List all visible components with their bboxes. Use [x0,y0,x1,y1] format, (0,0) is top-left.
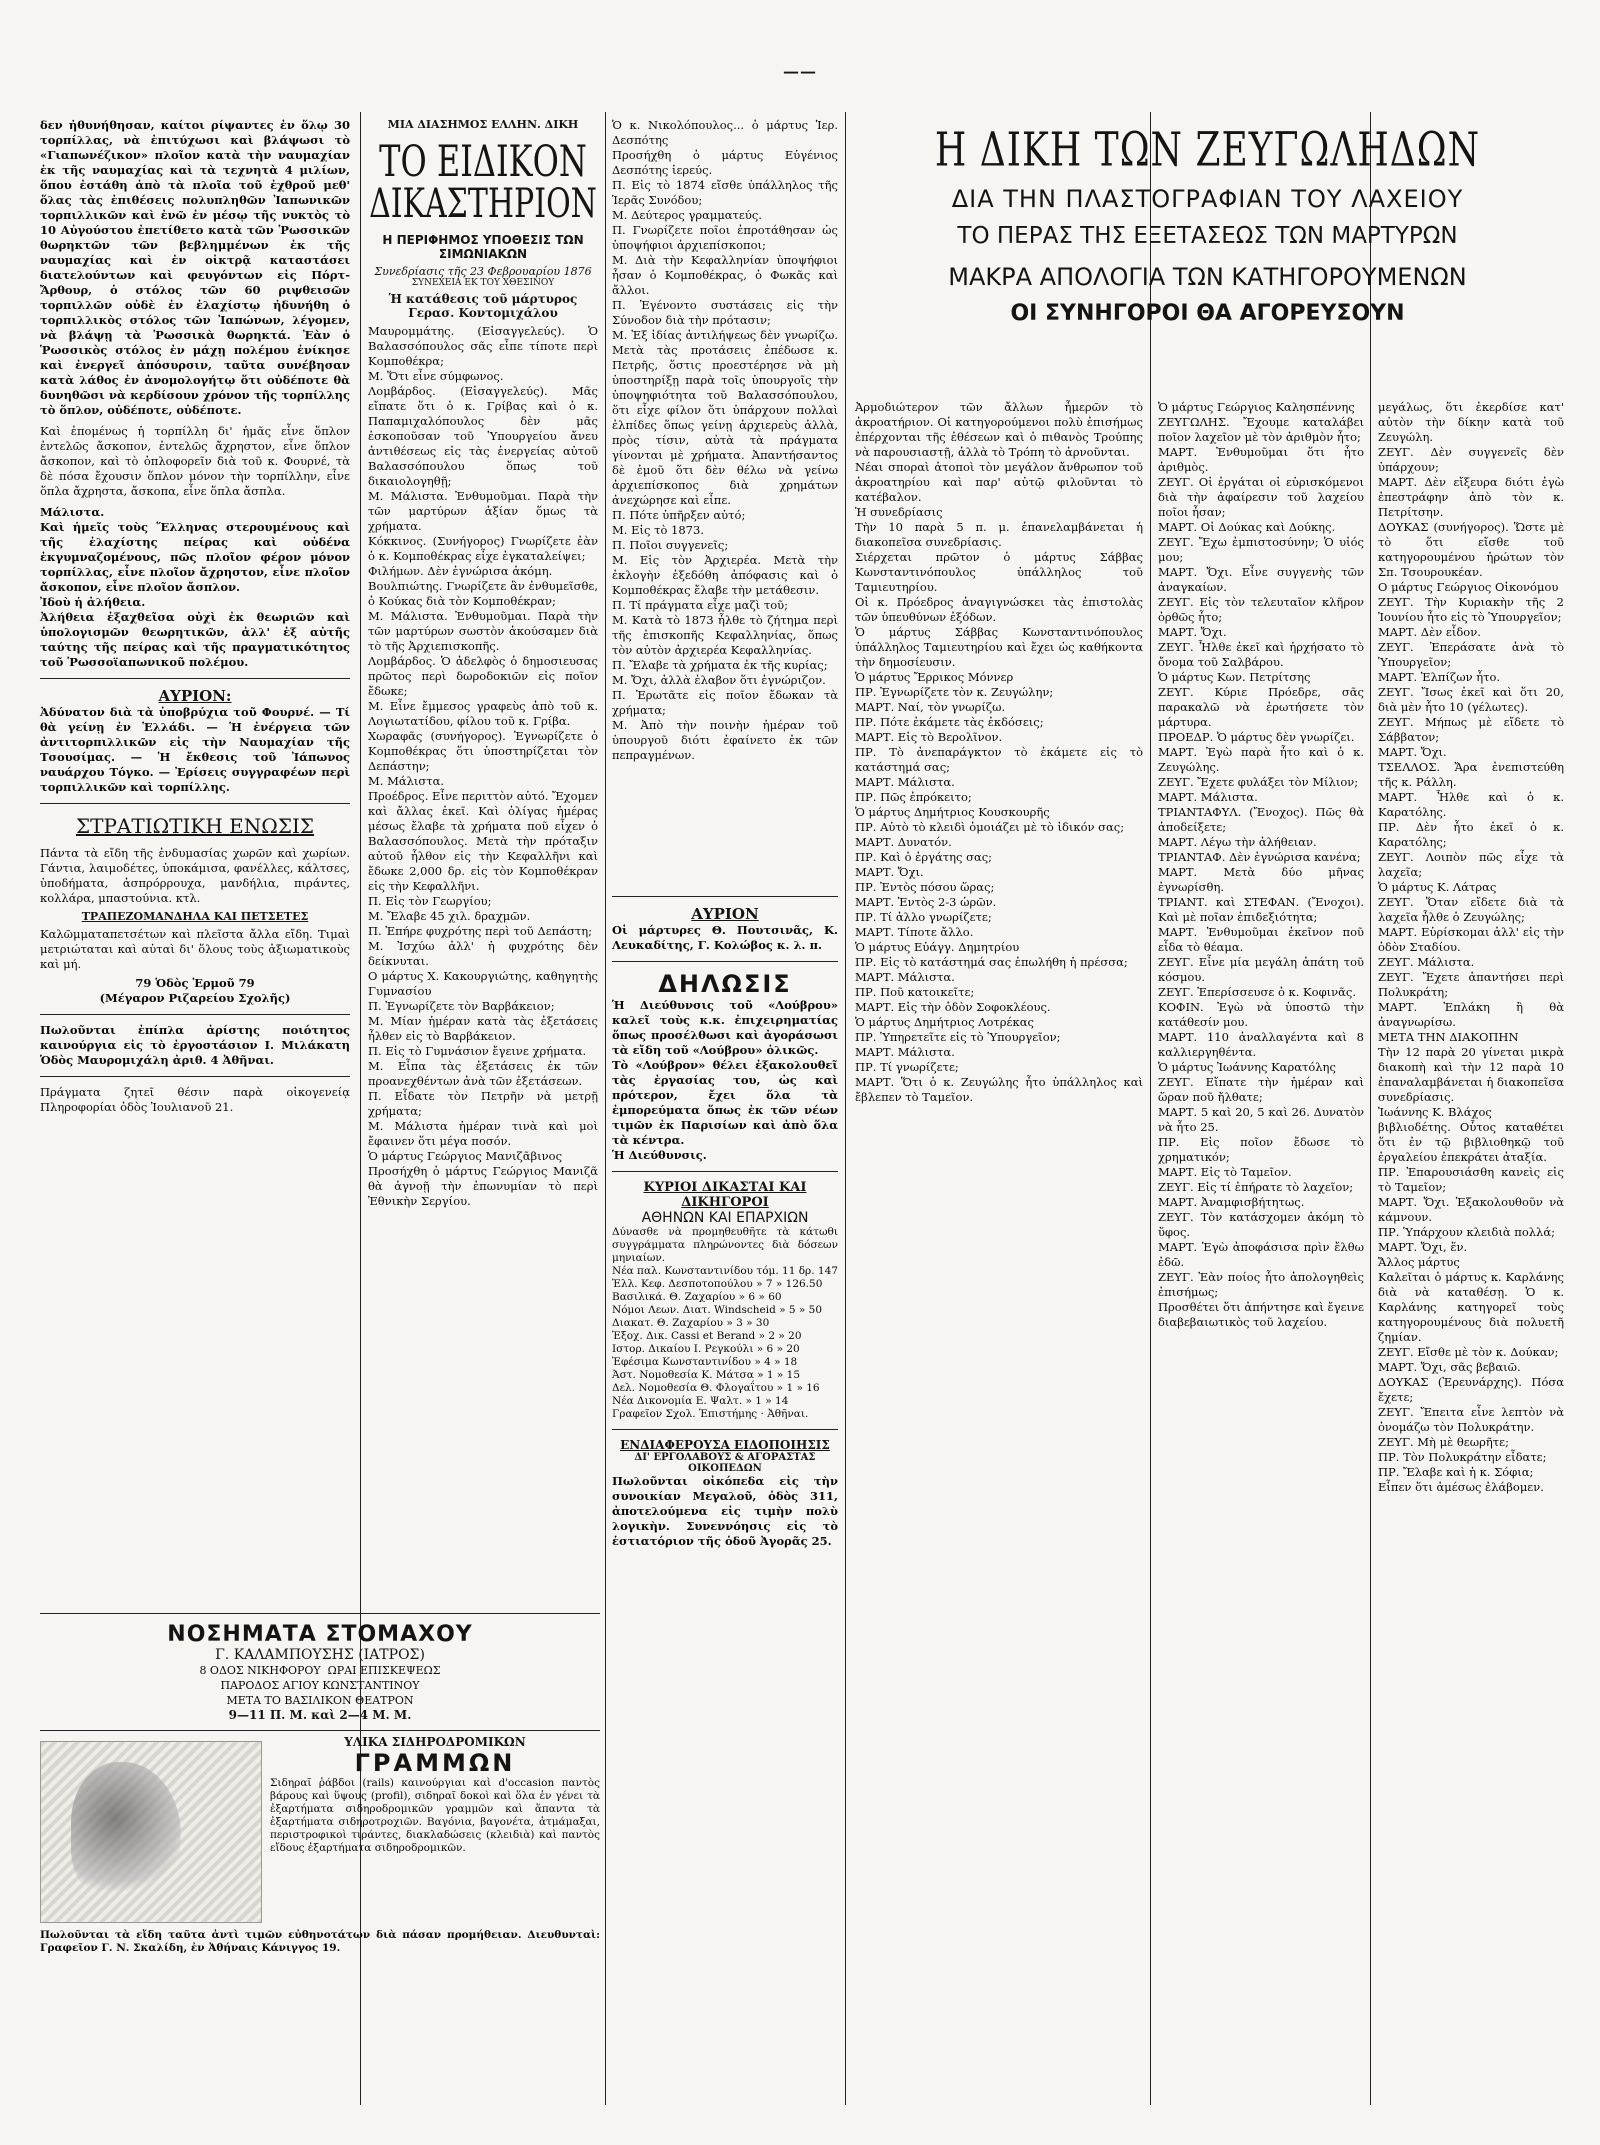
furniture-note: Πωλοῦνται ἐπίπλα ἀρίστης ποιότητος καινούργια εἰς τὸ ἐργοστάσιον Ι. Μιλάκατη Ὁδὸς Μαυρομιχάλη ἀριθ. 4 Ἀθῆναι. [40,1023,355,1067]
rail-footer: Πωλοῦνται τὰ εἴδη ταῦτα ἀντὶ τιμῶν εὐθηνοτάτων διὰ πάσαν προμήθειαν. Διευθυνταὶ: Γραφεῖον Γ. Ν. Σκαλίδη, ἐν Ἀθήναις Κάνιγγος 19. [40,1929,604,1954]
column-rule [605,112,606,2105]
rail-title: ΓΡΑΜΜΩΝ [354,1749,516,1777]
continuation-note: ΣΥΝΕΧΕΙΑ ΕΚ ΤΟΥ ΧΘΕΣΙΝΟΥ [411,278,555,288]
main-deck: ΟΙ ΣΥΝΗΓΟΡΟΙ ΘΑ ΑΓΟΡΕΥΣΟΥΝ [1010,301,1405,326]
main-deck: ΤΟ ΠΕΡΑΣ ΤΗΣ ΕΞΕΤΑΣΕΩΣ ΤΩΝ ΜΑΡΤΥΡΩΝ [957,223,1458,249]
wanted-note: Πράγματα ζητεῖ θέσιν παρὰ οἰκογενείᾳ Πληροφορίαι ὁδὸς Ἰουλιανοῦ 21. [40,1085,354,1114]
stomach-title: ΝΟΣΗΜΑΤΑ ΣΤΟΜΑΧΟΥ [167,1622,473,1647]
article-text: Καὶ ἐπομένως ἡ τορπίλλη δι' ἡμᾶς εἶνε ὅπλον ἐντελῶς ἄσκοπον, ἐντελῶς ἄχρηστον, εἶνε ὅπλον ἄσκοπον, καὶ τὸ ὁπλοφορεῖν διὰ τοῦ κ. Φουρνέ, τὰ δὲ πόσα ἔχουσιν ὅπλον μόνον τὴν τορπίλλην, εἶνε ὅπλα ἄχρηστα, ἄσκοπα, εἶνε ὅπλα ἄσπλα. [40,424,354,498]
military-address: 79 Ὁδὸς Ἑρμοῦ 79 (Μέγαρον Ριζαρείου Σχολῆς) [99,976,291,1005]
ads-title: ΕΝΔΙΑΦΕΡΟΥΣΑ ΕΙΔΟΠΟΙΗΣΙΣ [620,1438,830,1452]
article-title: ΤΟ ΕΙΔΙΚΟΝ [379,135,587,187]
lawyers-subtitle: ΑΘΗΝΩΝ ΚΑΙ ΕΠΑΡΧΙΩΝ [641,1210,809,1226]
avrion-text: Οἱ μάρτυρες Θ. Πουτσινᾶς, Κ. Λευκαδίτης, Γ. Κολώβος κ. λ. π. [612,923,843,952]
declarations-title: ΔΗΛΩΣΙΣ [658,970,792,998]
section-rule [40,803,350,804]
rail-text: Σιδηραῖ ῥάβδοι (rails) καινούργιαι καὶ d'occasion παντὸς βάρους καὶ ὕψους (profil), σιδηραῖ δοκοὶ καὶ ὅλα ἐν γένει τὰ ἐξαρτήματα σιδηροδρομικῶν γραμμῶν καὶ ἅπαντα τὰ ἐξαρτήματα σιδηροτροχιῶν. Βαγόνια, βαγονέτα, ἀτμάμαξαι, περιστροφικοὶ τιράντες, διακλαδώσεις (κλειδιὰ) καὶ παντὸς εἴδους ἐξαρτήματα σιδηροδρομικῶν. [270,1777,604,1854]
military-subtitle: ΤΡΑΠΕΖΟΜΑΝΔΗΛΑ ΚΑΙ ΠΕΤΣΕΤΕΣ [81,910,309,923]
stomach-doctor: Γ. ΚΑΛΑΜΠΟΥΣΗΣ (ΙΑΤΡΟΣ) [215,1647,425,1663]
avrion-text: Ἀδύνατον διὰ τὰ ὑποβρύχια τοῦ Φουρνέ. — Τί θὰ γείνῃ ἐν Ἑλλάδι. — Ἡ ἐνέργεια τῶν ἀντιτορπιλλικῶν εἰς τὴν Ναυμαχίαν τῆς Τσουσίμας. — Ἡ ἔκθεσις τοῦ Ἰάπωνος ναυάρχου Τόγκο. — Ἐρίσεις συγγραφέων περὶ τορπιλλικῶν καὶ τορπίλλης. [40,705,355,794]
rail-illustration [40,1741,262,1923]
military-text: Πάντα τὰ εἴδη τῆς ἐνδυμασίας χωρῶν καὶ χωρίων. Γάντια, λαιμοδέτες, ὑποκάμισα, φανέλλες, κάλτσες, ὑποδήματα, ἀσπρόρρουχα, μανδήλια, πιράντες, κολλάρα, μπαστούνια. κτλ. [40,846,354,905]
article-subtitle: Η ΠΕΡΙΦΗΜΟΣ ΥΠΟΘΕΣΙΣ ΤΩΝ ΣΙΜΩΝΙΑΚΩΝ [382,233,584,261]
ads-subtitle: ΔΙ' ΕΡΓΟΛΑΒΟΥΣ & ΑΓΟΡΑΣΤΑΣ ΟΙΚΟΠΕΔΩΝ [634,1452,816,1474]
section-rule [40,1014,350,1015]
article-text: Ὁ μάρτυς Γεώργιος Καλησπέννης ΖΕΥΓΩΛΗΣ. Ἔχουμε καταλάβει ποῖον λαχεῖον μὲ τὸν ἀριθμὸν ἦτο; ΜΑΡΤ. Ἐνθυμοῦμαι ὅτι ἦτο ἀριθμὸς. ΖΕΥΓ. Οἱ ἐργάται οἱ εὑρισκόμενοι διὰ τὴν ἀφαίρεσιν τοῦ λαχείου ποῖοι ἦσαν; ΜΑΡΤ. Οἱ Δούκας καὶ Δούκης. ΖΕΥΓ. Ἔχω ἐμπιστοσύνην; Ὁ υἱός μου; ΜΑΡΤ. Ὄχι. Εἶνε συγγενὴς τῶν ἀναγκαίων. ΖΕΥΓ. Εἰς τὸν τελευταῖον κλῆρον ὀρθῶς ἦτο; ΜΑΡΤ. Ὄχι. ΖΕΥΓ. Ἦλθε ἐκεῖ καὶ ἠρχήσατο τὸ ὄνομα τοῦ Σαλβάρου. Ὁ μάρτυς Κων. Πετρίτσης ΖΕΥΓ. Κύριε Πρόεδρε, σᾶς παρακαλῶ νὰ ἐρωτήσετε τὸν μάρτυρα. ΠΡΟΕΔΡ. Ὁ μάρτυς δὲν γνωρίζει. ΜΑΡΤ. Ἐγὼ παρὰ ἦτο καὶ ὁ κ. Ζευγώλης. ΖΕΥΓ. Ἔχετε φυλάξει τὸν Μίλιον; ΜΑΡΤ. Μάλιστα. ΤΡΙΑΝΤΑΦΥΛ. (Ἔνοχος). Πῶς θὰ ἀποδείξετε; ΜΑΡΤ. Λέγω τὴν ἀλήθειαν. ΤΡΙΑΝΤΑΦ. Δὲν ἐγνώρισα κανένα; ΜΑΡΤ. Μετὰ δύο μῆνας ἐγνωρίσθη. ΤΡΙΑΝΤ. καὶ ΣΤΕΦΑΝ. (Ἔνοχοι). Καὶ μὲ ποῖαν ἐπιδεξιότητα; ΜΑΡΤ. Ἐνθυμοῦμαι ἐκεῖνον ποῦ εἶδα τὸ θέαμα. ΖΕΥΓ. Εἶνε μία μεγάλη ἀπάτη τοῦ κόσμου. ΖΕΥΓ. Ἐπερίσσευσε ὁ κ. Κοφινᾶς. ΚΟΦΙΝ. Ἐγὼ νὰ ὑποστῶ τὴν κατάθεσίν μου. ΜΑΡΤ. 110 ἀναλλαγέντα καὶ 8 καλλιεργηθέντα. Ὁ μάρτυς Ἰωάννης Καρατόλης ΖΕΥΓ. Εἴπατε τὴν ἡμέραν καὶ ὥραν ποῦ ἤλθατε; ΜΑΡΤ. 5 καὶ 20, 5 καὶ 26. Δυνατὸν νὰ ἦτο 25. ΠΡ. Εἰς ποῖον ἔδωσε τὸ χρηματικόν; ΜΑΡΤ. Εἰς τὸ Ταμεῖον. ΖΕΥΓ. Εἰς τί ἐπήρατε τὸ λαχεῖον; ΜΑΡΤ. Ἀναμφισβήτητως. ΖΕΥΓ. Τὸν κατάσχομεν ἀκόμη τὸ ὕφος. ΜΑΡΤ. Ἐγὼ ἀποφάσισα πρὶν ἔλθω ἐδῶ. ΖΕΥΓ. Ἐὰν ποίος ἦτο ἀπολογηθεὶς ἐπισήμως; Προσθέτει ὅτι ἀπήντησε καὶ ἔγεινε διαβεβαιωτικὸς τοῦ λαχείου. [1158,400,1364,1329]
military-text: Καλῶμματαπετσέτων καὶ πλεῖστα ἄλλα εἴδη. Τιμαὶ μετριώταται καὶ αὐταὶ δι' ὅλους τοὺς ἀξιωματικοὺς καὶ μή. [40,927,354,971]
ads-text: Πωλοῦνται οἰκόπεδα εἰς τὴν συνοικίαν Μεγαλοῦ, ὁδὸς 311, ἀποτελούμενα εἰς τιμὴν πολὺ λογικὴν. Συνεννόησις εἰς τὸ ἑστιατόριον τῆς ὁδοῦ Ἀγορᾶς 25. [612,1474,843,1548]
main-deck: ΔΙΑ ΤΗΝ ΠΛΑΣΤΟΓΡΑΦΙΑΝ ΤΟΥ ΛΑΧΕΙΟΥ [951,185,1464,213]
section-rule [612,1171,838,1172]
rail-header: ΥΛΙΚΑ ΣΙΔΗΡΟΔΡΟΜΙΚΩΝ [344,1735,526,1749]
article-text: δεν ἠθυνήθησαν, καίτοι ρίψαντες ἐν ὅλῳ 30 τορπίλλας, νὰ ἐπιτύχωσι καὶ βλάψωσι τὸ «Γιαπωνέζικον» πλοῖον κατὰ τὴν ναυμαχίαν ἐκ τῆς ναυμαχίας καὶ τὰ τεχνητὰ 4 μιλίων, ὅπου ἐστάθη ἀπὸ τὰ πλοῖα τοῦ ἐχθροῦ μεθ' ὅλας τὰς ἐπιθέσεις πολυπληθῶν Ἰαπωνικῶν τορπιλλικῶν καὶ ἐνῶ ἐν μέσῳ τῆς νυκτὸς τὸ 10 Αὐγούστου ἐπετίθετο κατὰ τῶν Ῥωσσικῶν θωρηκτῶν τῶν βεβλημμένων ἐκ τῆς ναυμαχίας καὶ ἐν οἰκτρᾷ καταστάσει διατελούντων καὶ φευγόντων εἰς Πόρτ-Ἄρθουρ, ὁ στόλος τῶν 60 ριψθεισῶν τορπιλλῶν οὐδὲ ἐν ἐλαχίστῳ ἠδυνήθη ὁ τορπιλλικὸς στόλος τῶν Ἰαπώνων, λέγομεν, νὰ βλάψῃ τὰ Ῥωσσικὰ θωρηκτά. Ἐὰν ὁ Ῥωσσικὸς στόλος ἐν μάχῃ πολέμου ἐνίκησε καὶ ἐνεργεῖ ἀπόσυρσιν, ταῦτα συνέβησαν κατὰ λάθος ἐν ἀνομολογήτῳ ὅτι οὐδέποτε θὰ δυνηθῶσι νὰ κερδίσουν χρόνον τῆς τορπίλλης τὸ ὅπλον, οὐδέποτε, οὐδέποτε. [40,118,355,417]
masthead-rule: —— [783,62,817,81]
stomach-hours: 9—11 Π. Μ. καὶ 2—4 Μ. Μ. [228,1708,412,1722]
avrion-heading: ΑΥΡΙΟΝ [691,905,759,923]
column-2 [368,118,598,1600]
column-3 [612,118,843,2105]
section-rule [40,1613,600,1614]
avrion-heading: ΑΥΡΙΟΝ: [158,687,232,705]
section-rule [40,1076,350,1077]
article-text: Μαυρομμάτης. (Εἰσαγγελεύς). Ὁ Βαλασσόπουλος σᾶς εἶπε τίποτε περὶ Κομποθέκρα; Μ. Ὅτι εἶνε σύμφωνος. Λομβάρδος. (Εἰσαγγελεύς). Μᾶς εἴπατε ὅτι ὁ κ. Γρίβας καὶ ὁ κ. Παπαμιχαλόπουλος δὲν μᾶς ἐσκοποῦσαν τοῦ Ὑπουργείου ἄνευ ἀντιθέσεως εἰς τὰς ἐνεργείας αὐτοῦ Βαλασσόπουλου ὅπως τοῦ δικαιολογηθῇ; Μ. Μάλιστα. Ἐνθυμοῦμαι. Παρὰ τὴν τῶν μαρτύρων ἀξίαν ὅμως τὰ χρήματα. Κόκκινος. (Συνήγορος) Γνωρίζετε ἐὰν ὁ κ. Κομποθέκρας εἶχε ἐγκαταλείψει; Φιλήμων. Δὲν ἐγνώρισα ἀκόμη. Βουλπιώτης. Γνωρίζετε ἂν ἐνθυμεῖσθε, ὁ Κούκας διὰ τὸν Κομποθέκραν; Μ. Μάλιστα. Ἐνθυμοῦμαι. Παρὰ τὴν τῶν μαρτύρων σωστὸν ἀκούσαμεν διὰ τὸ τῆς Ἀρχιεπισκοπῆς. Λομβάρδος. Ὁ ἀδελφὸς ὁ δημοσιευσας πρῶτος περὶ δωροδοκιῶν εἰς ποῖον ἔδωκε; Μ. Εἶνε ἔμμεσος γραφεὺς ἀπὸ τοῦ κ. Λογιωτατίδου, φίλου τοῦ κ. Γρίβα. Χωραφᾶς (συνήγορος). Ἐγνωρίζετε ὁ Κομποθέκρας ὅτι ὑποστηρίζεται τὸν Δεπάστην; Μ. Μάλιστα. Προέδρος. Εἶνε περιττὸν αὐτό. Ἔχομεν καὶ ἄλλας ἐκεῖ. Καὶ ὀλίγας ἡμέρας μέσως ἔλαβε τὰ χρήματα ποῦ εἶχεν ὁ Βαλασσόπουλος. Μετὰ τὴν πρόταξιν αὐτοῦ ἦλθον εἰς τὴν Κεφαλλῆνι καὶ ἔδωκε 2,000 δρ. εἰς τὸν Κομποθέκραν εἰς τὴν Κεφαλλῆνι. Π. Εἰς τὸν Γεωργίου; Μ. Ἔλαβε 45 χιλ. δραχμῶν. Π. Ἐπήρε φυχρότης περὶ τοῦ Δεπάστη; Μ. Ἰσχύω ἀλλ' ἡ φυχρότης δὲν δείκνυται. Ο μάρτυς Χ. Κακουργιώτης, καθηγητὴς Γυμνασίου Π. Ἐγνωρίζετε τὸν Βαρβάκειον; Μ. Μίαν ἡμέραν κατὰ τὰς ἐξετάσεις ἦλθεν εἰς τὸ Βαρβάκειον. Π. Εἰς τὸ Γυμνάσιον ἔγεινε χρήματα. Μ. Εἶπα τὰς ἐξετάσεις ἐκ τῶν προανεχθέντων ἀνὰ τῶν ἐξετάσεων. Π. Εἶδατε τὸν Πετρῆν νὰ μετρῇ χρήματα; Μ. Μάλιστα ἡμέραν τινὰ καὶ μοὶ ἔφαινεν ὅτι μέγα ποσόν. Ὁ μάρτυς Γεώργιος Μανιζᾶβινος Προσήχθη ὁ μάρτυς Γεώργιος Μανιζᾶ θὰ ἀγνοῇ τὴν ἐπωνυμίαν τὸ περὶ Ἐθνικὴν Σεργίου. [368,324,598,1208]
article-text: Μάλιστα. Καὶ ἡμεῖς τοὺς Ἕλληνας στερουμένους καὶ τῆς ἐλαχίστης πείρας καὶ οὐδένα ἐκγυμναζομένους, πῶς πλοῖον φέρον μόνον τορπίλλας, εἶνε πλοῖον ἄχρηστον, εἶνε πλοῖον ἄσκοπον, εἶνε πλοῖον ἄσπλον. Ἰδοὺ ἡ ἀλήθεια. Ἀλήθεια ἐξαχθεῖσα οὐχὶ ἐκ θεωριῶν καὶ ὑπολογισμῶν θεωρητικῶν, ἀλλ' ἐξ αὐτῆς ταύτης τῆς πείρας καὶ τῆς πραγματικότητος τοῦ Ῥωσσοϊαπωνικοῦ πολέμου. [40,505,350,669]
section-rule [40,1730,600,1731]
testimony-heading: Ἡ κατάθεσις τοῦ μάρτυρος Γερασ. Κοντομιχάλου [388,292,578,320]
column-rule [1370,112,1371,2105]
article-title: ΔΙΚΑΣΤΗΡΙΟΝ [369,180,597,228]
article-kicker: ΜΙΑ ΔΙΑΣΗΜΟΣ ΕΛΛΗΝ. ΔΙΚΗ [387,118,579,131]
lawyers-title: ΚΥΡΙΟΙ ΔΙΚΑΣΤΑΙ ΚΑΙ ΔΙΚΗΓΟΡΟΙ [643,1180,807,1210]
section-rule [40,678,350,679]
main-column-b [1158,400,1364,2105]
main-deck: ΜΑΚΡΑ ΑΠΟΛΟΓΙΑ ΤΩΝ ΚΑΤΗΓΟΡΟΥΜΕΝΩΝ [948,263,1467,291]
column-rule [1150,112,1151,2105]
stomach-ad [40,1605,600,1739]
section-rule [612,896,838,897]
main-article-header [855,120,1560,326]
column-rule [845,112,846,2105]
stomach-address: 8 ΟΔΟΣ ΝΙΚΗΦΟΡΟΥ ΩΡΑΙ ΕΠΙΣΚΕΨΕΩΣ ΠΑΡΟΔΟΣ ΑΓΙΟΥ ΚΩΝΣΤΑΝΤΙΝΟΥ ΜΕΤΑ ΤΟ ΒΑΣΙΛΙΚΟΝ ΘΕΑΤΡΟΝ [199,1664,441,1707]
declarations-text: Ἡ Διεύθυνσις τοῦ «Λούβρου» καλεῖ τοὺς κ.κ. ἐπιχειρηματίας ὅπως προσέλθωσι καὶ ἀγοράσωσι τὰ εἴδη τοῦ «Λούβρου» ὁλικῶς. Τὸ «Λούβρον» θέλει ἐξακολουθεῖ τὰς ἐργασίας του, ὡς καὶ πρότερον, ἔχει ὅλα τὰ ἐμπορεύματα ὅπως ἐκ τῶν νέων τιμῶν ἐκ Παρισίων καὶ ἀπὸ ὅλα τὰ κέντρα. Ἡ Διεύθυνσις. [612,998,838,1162]
rail-ad [40,1735,604,1955]
main-column-c [1378,400,1564,2105]
article-text: Ὁ κ. Νικολόπουλος... ὁ μάρτυς Ἱερ. Δεσπότης Προσήχθη ὁ μάρτυς Εὐγένιος Δεσπότης ἱερεύς. Π. Εἰς τὸ 1874 εἴσθε ὑπάλληλος τῆς Ἱερᾶς Συνόδου; Μ. Δεύτερος γραμματεύς. Π. Γνωρίζετε ποῖοι ἐπροτάθησαν ὡς ὑποψήφιοι ἀρχιεπίσκοποι; Μ. Διὰ τὴν Κεφαλληνίαν ὑποψήφιοι ἦσαν ὁ Κομποθέκρας, ὁ Φωκᾶς καὶ ἄλλοι. Π. Ἐγένοντο συστάσεις εἰς τὴν Σύνοδον διὰ τὴν πρότασιν; Μ. Ἐξ ἰδίας ἀντιλήψεως δὲν γνωρίζω. Μετὰ τὰς προτάσεις ἐπέδωσε κ. Πετρῆς, ὅστις προεστέρησε νὰ μὴ ὑποστηρίξῃ παρὰ τοῖς ὑπουργοῖς τὴν ὑποψηφιότητα τοῦ Βαλασσόπουλου, ὅτι εἶχε φίλον ὅτι ὑπάρχουν πολλαὶ ἐλπίδες ὅπως γείνῃ ἀρχιερεὺς ἀλλὰ, πρὸς τίσιν, αὐτὰ τὰ πράγματα γίνονται μὲ χρήματα. Ἀπαντήσαντος δὲ ἐμοῦ ὅτι δὲν θέλω νὰ γείνω ἀρχιεπίσκοπος διὰ χρημάτων ἀνεχώρησε καὶ εἶπε. Π. Πότε ὑπῆρξεν αὐτό; Μ. Εἰς τὸ 1873. Π. Ποῖοι συγγενεῖς; Μ. Εἰς τὸν Ἀρχιερέα. Μετὰ τὴν ἐκλογὴν ἐξεδόθη ἀπόφασις καὶ ὁ Κομποθέκρας ἔλαβε τὴν μετάθεσιν. Π. Τί πράγματα εἶχε μαζὶ τοῦ; Μ. Κατὰ τὸ 1873 ἦλθε τὸ ζήτημα περὶ τῆς ἐπισκοπῆς Κεφαλληνίας, ὅπως τὸν αὐτὸν ἀρχιερέα Κεφαλληνίας. Π. Ἔλαβε τὰ χρήματα ἐκ τῆς κυρίας; Μ. Ὄχι, ἀλλὰ ἐλαβον ὅτι ἐγνώριζον. Π. Ἐρωτᾶτε εἰς ποῖον ἔδωκαν τὰ χρήματα; Μ. Ἀπὸ τὴν ποινὴν ἡμέραν τοῦ ὑπουργοῦ διότι ἐφαίνετο ἐκ τῶν πεπραγμένων. [612,118,838,762]
section-rule [612,961,838,962]
article-text: Ἀρμοδιώτερον τῶν ἄλλων ἦμερῶν τὸ ἀκροατήριον. Οἱ κατηγορούμενοι πολὺ ἐπισήμως ἐπέρχονται τῆς ἐθέσεων καὶ ὁ πιθανὸς Τρούπης νὰ παρουσιαστῇ, ἀλλὰ τὸ Τρόπη τὸ ἀρνοῦνται. Νέαι σποραὶ ἀτοποὶ τὸν μεγάλον ἄνθρωπον τοῦ ἀκροατηρίου καὶ παρ' αὐτῷ φιλοῦνται τὸ κατέβαλον. Ἡ συνεδρίασις Τὴν 10 παρὰ 5 π. μ. ἐπανελαμβάνεται ἡ διακοπεῖσα συνεδρίασις. Σιέρχεται πρῶτον ὁ μάρτυς Σάββας Κωνσταντινόπουλος ὑπάλληλος τοῦ Ταμιευτηρίου. Οἱ κ. Πρόεδρος ἀναγιγνώσκει τὰς ἐπιστολὰς τῶν ὑπευθύνων ἐξόδων. Ὁ μάρτυς Σάββας Κωνσταντινόπουλος ὑπάλληλος Ταμιευτηρίου καὶ ἔχει ὡς καθήκοντα τὴν δημοσίευσιν. Ὁ μάρτυς Ἔρρικος Μόννερ ΠΡ. Ἐγνωρίζετε τὸν κ. Ζευγώλην; ΜΑΡΤ. Ναί, τὸν γνωρίζω. ΠΡ. Πότε ἐκάμετε τὰς ἐκδόσεις; ΜΑΡΤ. Εἰς τὸ Βερολῖνον. ΠΡ. Τὸ ἀνεπαράγκτον τὸ ἐκάμετε εἰς τὸ κατάστημά σας; ΜΑΡΤ. Μάλιστα. ΠΡ. Πῶς ἐπρόκειτο; Ὁ μάρτυς Δημήτριος Κουσκουρῆς ΠΡ. Αὐτὸ τὸ κλειδὶ ὁμοιάζει μὲ τὸ ἰδικόν σας; ΜΑΡΤ. Δυνατόν. ΠΡ. Καὶ ὁ ἐργάτης σας; ΜΑΡΤ. Ὄχι. ΠΡ. Ἐντὸς πόσου ὥρας; ΜΑΡΤ. Ἐντὸς 2-3 ὡρῶν. ΠΡ. Τί ἀλλο γνωρίζετε; ΜΑΡΤ. Τίποτε ἄλλο. Ὁ μάρτυς Εὐάγγ. Δημητρίου ΠΡ. Εἰς τὸ κατάστημά σας ἐπωλήθη ἡ πρέσσα; ΜΑΡΤ. Μάλιστα. ΠΡ. Ποῦ κατοικεῖτε; ΜΑΡΤ. Εἰς τὴν ὁδὸν Σοφοκλέους. Ὁ μάρτυς Δημήτριος Λοτρέκας ΠΡ. Ὑπηρετεῖτε εἰς τὸ Ὑπουργεῖον; ΜΑΡΤ. Μάλιστα. ΠΡ. Τί γνωρίζετε; ΜΑΡΤ. Ὅτι ὁ κ. Ζευγώλης ἦτο ὑπάλληλος καὶ ἔβλεπεν τὸ Ταμεῖον. [855,400,1143,1104]
main-column-a [855,400,1143,2105]
main-title: Η ΔΙΚΗ ΤΩΝ ΖΕΥΓΩΛΗΔΩΝ [934,123,1481,178]
section-rule [612,1429,838,1430]
session-date: Συνεδρίασις τῆς 23 Φεβρουαρίου 1876 [374,265,592,278]
lawyers-text: Δύνασθε νὰ προμηθευθῆτε τὰ κάτωθι συγγράμματα πληρώνοντες διὰ δόσεων μηνιαίων. Νέα παλ. Κωνσταντινίδου τόμ. 11 δρ. 147 Ἐλλ. Κεφ. Δεσποτοπούλου » 7 » 126.50 Βασιλικά. Θ. Ζαχαρίου » 6 » 60 Νόμοι Λεων. Διατ. Windscheid » 5 » 50 Διακατ. Θ. Ζαχαρίου » 3 » 30 Ἐξοχ. Δικ. Cassi et Berand » 2 » 20 Ιστορ. Δικαίου Ι. Ρεγκούλι » 6 » 20 Ἐφέσιμα Κωνσταντινίδου » 4 » 18 Ἀστ. Νομοθεσία Κ. Μάτσα » 1 » 15 Δελ. Νομοθεσία Θ. Φλογαΐτου » 1 » 16 Νέα Δικονομία Ε. Ψαλτ. » 1 » 14 Γραφεῖον Σχολ. Ἐπιστήμης · Ἀθῆναι. [612,1226,838,1420]
military-title: ΣΤΡΑΤΙΩΤΙΚΗ ΕΝΩΣΙΣ [75,814,315,838]
article-text: μεγάλως, ὅτι ἐκερδίσε κατ' αὐτὸν τὴν δίκην κατὰ τοῦ Ζευγώλη. ΖΕΥΓ. Δὲν συγγενεῖς δὲν ὑπάρχουν; ΜΑΡΤ. Δὲν εἴξευρα διότι ἐγὼ ἐπεστράφην ἀπὸ τὸν κ. Πετρίτσην. ΔΟΥΚΑΣ (συνήγορος). Ὥστε μὲ τὸ ὅτι εἴσθε τοῦ κατηγορουμένου ἠρώτων τὸν Σπ. Τσουρουκέαν. Ο μάρτυς Γεώργιος Οἰκονόμου ΖΕΥΓ. Τὴν Κυριακὴν τῆς 2 Ἰουνίου ἦτο εἰς τὸ Ὑπουργεῖον; ΜΑΡΤ. Δὲν εἶδον. ΖΕΥΓ. Ἐπεράσατε ἀνὰ τὸ Ὑπουργεῖον; ΜΑΡΤ. Ἐλπίζων ἦτο. ΖΕΥΓ. Ἴσως ἐκεῖ καὶ ὅτι 20, διὰ μὲν ἦτο 10 (γέλωτες). ΖΕΥΓ. Μήπως μὲ εἴδετε τὸ Σάββατον; ΜΑΡΤ. Ὄχι. ΤΣΕΛΛΟΣ. Ἄρα ἐνεπιστεύθη τῆς κ. Ράλλη. ΜΑΡΤ. Ἦλθε καὶ ὁ κ. Καρατόλης. ΠΡ. Δὲν ἦτο ἐκεῖ ὁ κ. Καρατόλης; ΖΕΥΓ. Λοιπὸν πῶς εἶχε τὰ λαχεῖα; Ὁ μάρτυς Κ. Λάτρας ΖΕΥΓ. Ὅταν εἴδετε διὰ τὰ λαχεῖα ἦλθε ὁ Ζευγώλης; ΜΑΡΤ. Εὑρίσκομαι ἀλλ' εἰς τὴν ὁδὸν Σταδίου. ΖΕΥΓ. Μάλιστα. ΖΕΥΓ. Ἔχετε ἀπαντήσει περὶ Πολυκράτη; ΜΑΡΤ. Ἐπλάκη ἢ θὰ ἀναγνωρίσω. ΜΕΤΑ ΤΗΝ ΔΙΑΚΟΠΗΝ Τὴν 12 παρὰ 20 γίνεται μικρὰ διακοπὴ καὶ τὴν 12 παρὰ 10 ἐπαναλαμβάνεται ἡ διακοπεῖσα συνεδρίασις. Ἰωάννης Κ. Βλάχος βιβλιοδέτης. Οὗτος καταθέτει ὅτι ἐν τῷ βιβλιοθηκῷ τοῦ ἐργαλείου ἐπεκράτει ἀταξία. ΠΡ. Ἐπαρουσιάσθη κανεὶς εἰς τὸ Ταμεῖον; ΜΑΡΤ. Ὄχι. Ἐξακολουθοῦν νὰ κάμνουν. ΠΡ. Ὑπάρχουν κλειδιὰ πολλά; ΜΑΡΤ. Ὄχι, ἕν. Ἄλλος μάρτυς Καλεῖται ὁ μάρτυς κ. Καρλάνης διὰ νὰ καταθέσῃ. Ὁ κ. Καρλάνης κατηγορεῖ τοὺς κατηγορουμένους διὰ πολυετῆ ζημίαν. ΖΕΥΓ. Εἴσθε μὲ τὸν κ. Δούκαν; ΜΑΡΤ. Ὄχι, σᾶς βεβαιῶ. ΔΟΥΚΑΣ (Ἐρευνάρχης). Πόσα ἔχετε; ΖΕΥΓ. Ἔπειτα εἶνε λεπτὸν νὰ ὀνομάζω τὸν Πολυκράτην. ΖΕΥΓ. Μὴ μὲ θεωρῆτε; ΠΡ. Τὸν Πολυκράτην εἶδατε; ΠΡ. Ἔλαβε καὶ ἡ κ. Σόφια; Εἶπεν ὅτι ἀμέσως ἐλάβομεν. [1378,400,1564,1494]
